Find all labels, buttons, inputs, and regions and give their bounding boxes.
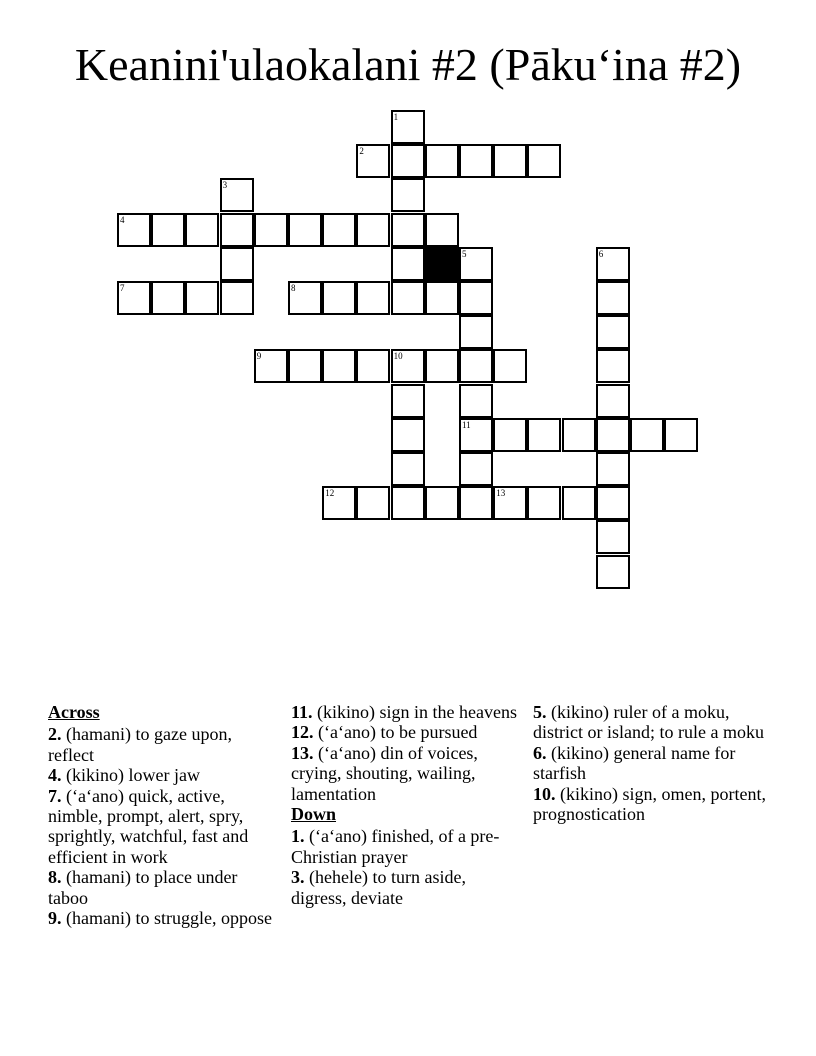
grid-cell[interactable]: [596, 281, 630, 315]
grid-cell[interactable]: [391, 281, 425, 315]
clue-across-11: 11. (kikino) sign in the heavens: [291, 702, 517, 722]
grid-cell[interactable]: [254, 349, 288, 383]
grid-cell[interactable]: [493, 486, 527, 520]
grid-cell[interactable]: [527, 144, 561, 178]
grid-cell[interactable]: [391, 247, 425, 281]
grid-cell[interactable]: [220, 247, 254, 281]
grid-cell[interactable]: [459, 144, 493, 178]
clue-across-13: 13. (ʻaʻano) din of voices, crying, shouting, wailing, lamentation: [291, 742, 478, 804]
grid-cell[interactable]: [117, 213, 151, 247]
clue-down-1: 1. (ʻaʻano) finished, of a pre-Christian prayer: [291, 826, 500, 867]
grid-cell[interactable]: [596, 520, 630, 554]
grid-cell[interactable]: [356, 349, 390, 383]
clue-down-5: 5. (kikino) ruler of a moku, district or island; to rule a moku: [533, 702, 764, 743]
grid-cell[interactable]: [562, 486, 596, 520]
grid-cell[interactable]: [220, 281, 254, 315]
grid-cell[interactable]: [322, 486, 356, 520]
grid-cell[interactable]: [391, 110, 425, 144]
grid-cell[interactable]: [596, 555, 630, 589]
cell-number: 12: [325, 488, 335, 499]
clue-down-10: 10. (kikino) sign, omen, portent, prognostication: [533, 783, 766, 825]
page-title: Keanini'ulaokalani #2 (Pākuʻina #2): [74, 39, 742, 90]
grid-cell[interactable]: [459, 281, 493, 315]
grid-cell[interactable]: [391, 213, 425, 247]
grid-cell[interactable]: [596, 384, 630, 418]
cell-number: 5: [462, 248, 467, 259]
grid-cell[interactable]: [117, 281, 151, 315]
clue-across-9: 9. (hamani) to struggle, oppose: [48, 908, 272, 929]
grid-cell[interactable]: [220, 178, 254, 212]
grid-cell[interactable]: [562, 418, 596, 452]
grid-cell[interactable]: [151, 281, 185, 315]
grid-cell[interactable]: [527, 486, 561, 520]
grid-cell[interactable]: [322, 213, 356, 247]
grid-cell[interactable]: [459, 452, 493, 486]
grid-cell[interactable]: [391, 384, 425, 418]
grid-cell[interactable]: [322, 281, 356, 315]
grid-cell[interactable]: [356, 486, 390, 520]
grid-cell[interactable]: [391, 486, 425, 520]
clue-across-7: 7. (ʻaʻano) quick, active, nimble, prompt, alert, spry, sprightly, watchful, fast and efficient in work: [48, 785, 249, 867]
grid-cell[interactable]: [254, 213, 288, 247]
cell-number: 13: [496, 488, 506, 499]
down-heading: Down: [291, 804, 337, 825]
cell-number: 4: [120, 214, 125, 225]
grid-cell[interactable]: [151, 213, 185, 247]
grid-cell[interactable]: [493, 349, 527, 383]
grid-cell[interactable]: [493, 418, 527, 452]
clues-column-3: [533, 702, 773, 824]
cell-number: 9: [256, 351, 262, 362]
grid-cell[interactable]: [356, 213, 390, 247]
clues-column-1: [48, 702, 280, 928]
grid-cell[interactable]: [596, 247, 630, 281]
black-cell: [425, 247, 459, 281]
grid-cell[interactable]: [459, 486, 493, 520]
clues-column-2: [291, 702, 523, 908]
grid-cell[interactable]: [630, 418, 664, 452]
cell-number: 8: [291, 283, 296, 293]
cell-number: 2: [359, 146, 364, 157]
grid-cell[interactable]: [664, 418, 698, 452]
grid-cell[interactable]: [459, 349, 493, 383]
grid-cell[interactable]: [459, 384, 493, 418]
grid-cell[interactable]: [425, 213, 459, 247]
grid-cell[interactable]: [459, 418, 493, 452]
grid-cell[interactable]: [288, 281, 322, 315]
clue-across-12: 12. (ʻaʻano) to be pursued: [291, 722, 478, 743]
cell-number: 6: [598, 248, 604, 259]
across-heading: Across: [48, 702, 100, 722]
grid-cell[interactable]: [596, 315, 630, 349]
grid-cell[interactable]: [288, 349, 322, 383]
grid-cell[interactable]: [356, 144, 390, 178]
grid-cell[interactable]: [596, 418, 630, 452]
grid-cell[interactable]: [596, 486, 630, 520]
grid-cell[interactable]: [220, 213, 254, 247]
cell-number: 7: [120, 283, 125, 293]
grid-cell[interactable]: [527, 418, 561, 452]
grid-cell[interactable]: [425, 144, 459, 178]
clue-down-6: 6. (kikino) general name for starfish: [533, 742, 736, 784]
grid-cell[interactable]: [493, 144, 527, 178]
grid-cell[interactable]: [391, 178, 425, 212]
grid-cell[interactable]: [391, 144, 425, 178]
grid-cell[interactable]: [459, 247, 493, 281]
grid-cell[interactable]: [425, 349, 459, 383]
cell-number: 11: [462, 419, 471, 430]
grid-cell[interactable]: [596, 349, 630, 383]
grid-cell[interactable]: [322, 349, 356, 383]
grid-cell[interactable]: [391, 349, 425, 383]
clue-down-3: 3. (hehele) to turn aside, digress, deviate: [291, 867, 466, 908]
grid-cell[interactable]: [459, 315, 493, 349]
cell-number: 3: [222, 180, 228, 191]
grid-cell[interactable]: [391, 452, 425, 486]
grid-cell[interactable]: [425, 281, 459, 315]
cell-number: 1: [393, 112, 399, 122]
clue-across-4: 4. (kikino) lower jaw: [48, 765, 200, 786]
clue-across-2: 2. (hamani) to gaze upon, reflect: [48, 724, 232, 765]
clue-across-8: 8. (hamani) to place under taboo: [48, 867, 238, 908]
grid-cell[interactable]: [425, 486, 459, 520]
cell-number: 10: [393, 351, 403, 362]
grid-cell[interactable]: [391, 418, 425, 452]
grid-cell[interactable]: [185, 281, 219, 315]
grid-cell[interactable]: [596, 452, 630, 486]
grid-cell[interactable]: [185, 213, 219, 247]
grid-cell[interactable]: [288, 213, 322, 247]
grid-cell[interactable]: [356, 281, 390, 315]
